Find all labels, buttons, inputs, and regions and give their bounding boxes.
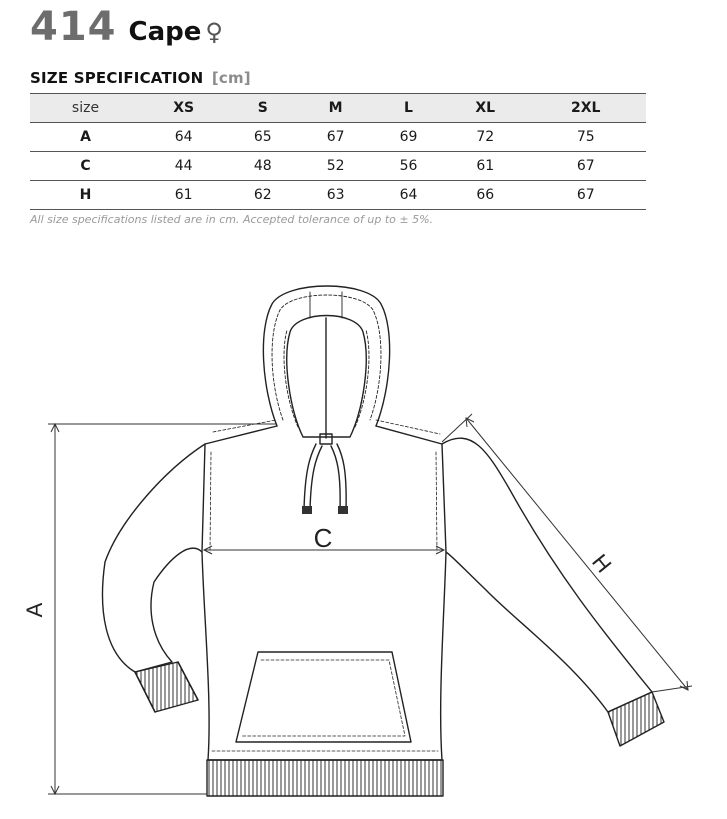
drawcords — [302, 434, 348, 514]
table-cell: 44 — [174, 158, 193, 174]
right-sleeve — [442, 438, 664, 746]
header-cell: size — [71, 100, 100, 116]
header-cell: 2XL — [571, 100, 601, 116]
dimension-a-label: A — [22, 602, 47, 618]
table-header-row — [30, 94, 646, 123]
hoodie-body — [202, 420, 446, 796]
dimension-h-label: H — [587, 549, 617, 578]
table-cell: 67 — [576, 158, 595, 174]
table-row — [30, 152, 646, 181]
table-cell: 69 — [399, 129, 418, 145]
left-sleeve — [103, 444, 205, 712]
table-cell: 75 — [576, 129, 595, 145]
size-table — [30, 93, 646, 210]
spec-title: SIZE SPECIFICATION — [30, 69, 204, 87]
table-cell: 67 — [576, 187, 595, 203]
table-row — [30, 181, 646, 210]
table-cell: 61 — [476, 158, 495, 174]
header-cell: L — [404, 100, 413, 116]
table-cell: 64 — [399, 187, 418, 203]
product-code: 414 — [30, 4, 117, 50]
header-cell: M — [328, 100, 343, 116]
hood — [263, 286, 389, 438]
table-row — [30, 123, 646, 152]
hoodie-diagram — [0, 240, 727, 819]
product-title — [30, 4, 223, 54]
table-cell: 72 — [476, 129, 495, 145]
table-cell: 63 — [326, 187, 345, 203]
row-label: A — [80, 129, 91, 145]
table-cell: 52 — [326, 158, 345, 174]
row-label: H — [79, 187, 92, 203]
table-cell: 67 — [326, 129, 345, 145]
row-label: C — [80, 158, 91, 174]
product-name: Cape — [128, 17, 202, 47]
dimension-c-label: C — [313, 523, 333, 553]
dimension-h-line — [442, 414, 692, 692]
table-cell: 61 — [174, 187, 193, 203]
female-symbol-icon: ♀ — [205, 18, 223, 46]
header-cell: XS — [173, 100, 195, 116]
header-cell: S — [257, 100, 268, 116]
spec-heading — [30, 69, 251, 87]
table-cell: 56 — [399, 158, 418, 174]
table-cell: 66 — [476, 187, 495, 203]
table-cell: 62 — [253, 187, 272, 203]
header-cell: XL — [475, 100, 496, 116]
tolerance-note: All size specifications listed are in cm. Accepted tolerance of up to ± 5%. — [30, 213, 434, 226]
spec-unit: [cm] — [211, 69, 251, 87]
table-cell: 48 — [253, 158, 272, 174]
table-cell: 65 — [253, 129, 272, 145]
table-cell: 64 — [174, 129, 193, 145]
